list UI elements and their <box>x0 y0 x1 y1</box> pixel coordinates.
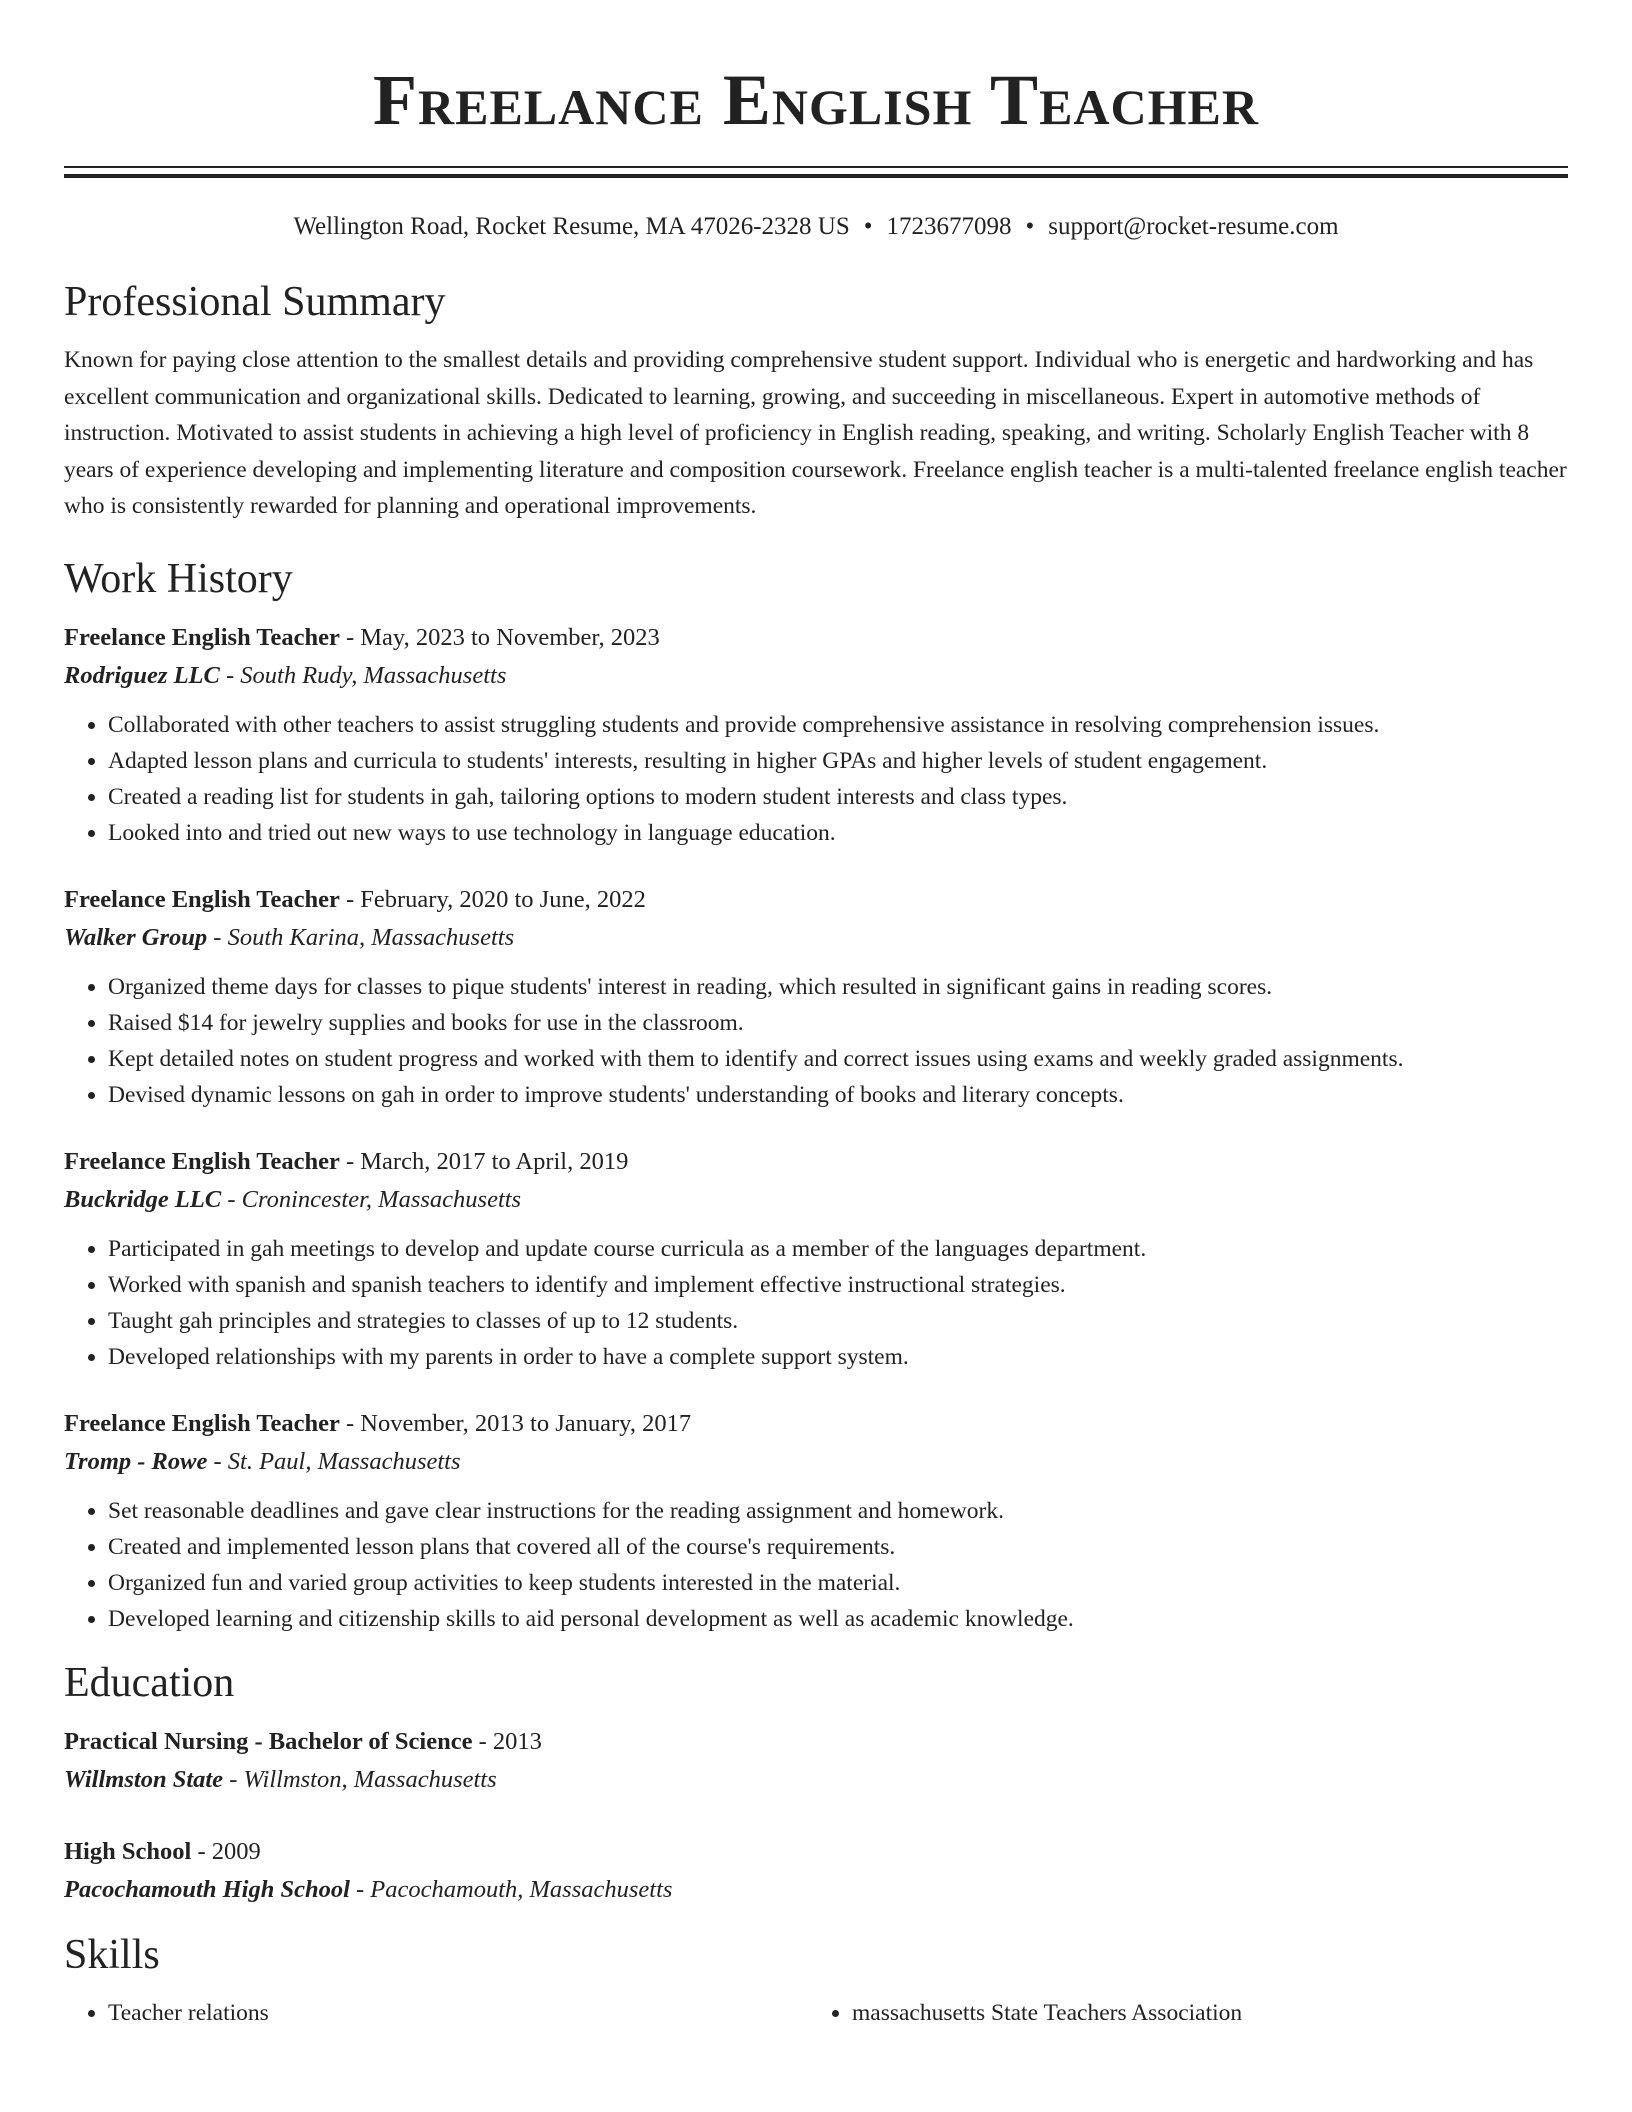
job-bullets <box>64 1493 1568 1637</box>
work-history-heading: Work History <box>64 555 293 602</box>
skills-columns <box>64 1995 1568 2031</box>
contact-line <box>64 212 1568 242</box>
list-item: • Developed relationships with my parents in order to have a complete support system. <box>108 1339 1568 1375</box>
skill-item: • Teacher relations <box>108 1995 808 2031</box>
skill-item: • massachusetts State Teachers Association <box>852 1995 1552 2031</box>
title-divider-thin <box>64 166 1568 168</box>
education-year: - 2013 <box>472 1727 542 1755</box>
education-degree-line <box>64 1833 1568 1871</box>
job-title-line <box>64 1143 1568 1181</box>
job-company-line <box>64 919 1568 957</box>
summary-heading: Professional Summary <box>64 279 446 325</box>
contact-separator: • <box>863 213 873 240</box>
job-company: Walker Group <box>64 923 208 951</box>
job-title-line <box>64 619 1568 657</box>
education-location: - Pacochamouth, Massachusetts <box>349 1875 673 1903</box>
summary-text: Known for paying close attention to the smallest details and providing comprehensive student support. Individual who is energetic and hardworking and has excellent communication and organizational skills. Dedicated to learning, growing, and succeeding in miscellaneous. Expert in automotive methods of instruction. Motivated to assist students in achieving a high level of proficiency in English reading, speaking, and writing. Scholarly English Teacher with 8 years of experience developing and implementing literature and composition coursework. Freelance english teacher is a multi-talented freelance english teacher who is consistently rewarded for planning and operational improvements. <box>64 347 1567 519</box>
list-item: • Collaborated with other teachers to assist struggling students and provide comprehensive assistance in resolving comprehension issues. <box>108 707 1568 743</box>
contact-email: support@rocket-resume.com <box>1048 213 1339 240</box>
job-company-line <box>64 1443 1568 1481</box>
education-location: - Willmston, Massachusetts <box>223 1765 497 1793</box>
job-title-line <box>64 1405 1568 1443</box>
job-entry <box>64 1405 1568 1637</box>
job-dates: - May, 2023 to November, 2023 <box>339 623 660 651</box>
education-entry <box>64 1833 1568 1909</box>
resume-title: Freelance English Teacher <box>373 60 1259 140</box>
job-bullets <box>64 969 1568 1113</box>
job-dates: - February, 2020 to June, 2022 <box>339 885 646 913</box>
list-item: • Raised $14 for jewelry supplies and books for use in the classroom. <box>108 1005 1568 1041</box>
job-location: - Cronincester, Massachusetts <box>221 1185 522 1213</box>
job-title: Freelance English Teacher <box>64 1147 340 1175</box>
skills-heading: Skills <box>64 1931 160 1978</box>
job-location: - South Rudy, Massachusetts <box>219 661 507 689</box>
list-item: • Organized theme days for classes to pique students' interest in reading, which resulted in significant gains in reading scores. <box>108 969 1568 1005</box>
job-company: Buckridge LLC <box>64 1185 222 1213</box>
job-company-line <box>64 657 1568 695</box>
list-item: • Created and implemented lesson plans that covered all of the course's requirements. <box>108 1529 1568 1565</box>
list-item: • Created a reading list for students in gah, tailoring options to modern student interests and class types. <box>108 779 1568 815</box>
skills-list-right <box>808 1995 1552 2031</box>
list-item: • Adapted lesson plans and curricula to students' interests, resulting in higher GPAs and higher levels of student engagement. <box>108 743 1568 779</box>
list-item: • Worked with spanish and spanish teachers to identify and implement effective instructional strategies. <box>108 1267 1568 1303</box>
job-entry <box>64 1143 1568 1375</box>
contact-address: Wellington Road, Rocket Resume, MA 47026-2328 US <box>293 213 850 240</box>
job-company: Tromp - Rowe <box>64 1447 208 1475</box>
skills-list-left <box>64 1995 808 2031</box>
education-school-line <box>64 1871 1568 1909</box>
job-dates: - November, 2013 to January, 2017 <box>339 1409 692 1437</box>
list-item: • Developed learning and citizenship skills to aid personal development as well as academic knowledge. <box>108 1601 1568 1637</box>
education-school: Pacochamouth High School <box>64 1875 350 1903</box>
list-item: • Set reasonable deadlines and gave clear instructions for the reading assignment and homework. <box>108 1493 1568 1529</box>
education-degree: Practical Nursing - Bachelor of Science <box>64 1727 473 1755</box>
contact-phone: 1723677098 <box>886 213 1012 240</box>
education-degree-line <box>64 1723 1568 1761</box>
education-degree: High School <box>64 1837 192 1865</box>
job-dates: - March, 2017 to April, 2019 <box>339 1147 629 1175</box>
list-item: • Participated in gah meetings to develop and update course curricula as a member of the languages department. <box>108 1231 1568 1267</box>
job-location: - St. Paul, Massachusetts <box>207 1447 461 1475</box>
job-title-line <box>64 881 1568 919</box>
job-title: Freelance English Teacher <box>64 885 340 913</box>
job-bullets <box>64 707 1568 851</box>
list-item: • Taught gah principles and strategies to classes of up to 12 students. <box>108 1303 1568 1339</box>
list-item: • Kept detailed notes on student progress and worked with them to identify and correct issues using exams and weekly graded assignments. <box>108 1041 1568 1077</box>
education-school-line <box>64 1761 1568 1799</box>
job-company: Rodriguez LLC <box>64 661 220 689</box>
title-divider-thick <box>64 174 1568 178</box>
list-item: • Devised dynamic lessons on gah in order to improve students' understanding of books and literary concepts. <box>108 1077 1568 1113</box>
job-company-line <box>64 1181 1568 1219</box>
education-school: Willmston State <box>64 1765 224 1793</box>
education-entry <box>64 1723 1568 1799</box>
list-item: • Organized fun and varied group activities to keep students interested in the material. <box>108 1565 1568 1601</box>
job-entry <box>64 881 1568 1113</box>
education-heading: Education <box>64 1659 235 1706</box>
list-item: • Looked into and tried out new ways to use technology in language education. <box>108 815 1568 851</box>
job-entry <box>64 619 1568 851</box>
job-title: Freelance English Teacher <box>64 1409 340 1437</box>
job-title: Freelance English Teacher <box>64 623 340 651</box>
job-bullets <box>64 1231 1568 1375</box>
education-year: - 2009 <box>191 1837 261 1865</box>
job-location: - South Karina, Massachusetts <box>207 923 515 951</box>
contact-separator: • <box>1025 213 1035 240</box>
